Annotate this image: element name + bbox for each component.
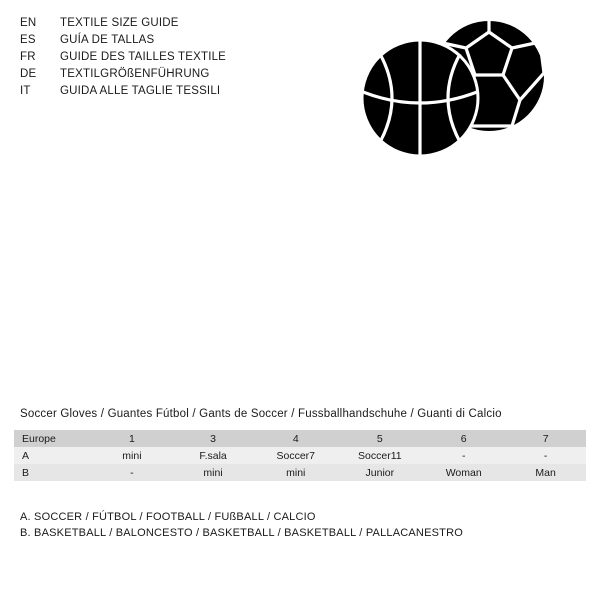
table-cell: -: [461, 449, 466, 462]
table-cell: Man: [535, 466, 556, 479]
language-code: IT: [20, 85, 31, 97]
table-title: Soccer Gloves / Guantes Fútbol / Gants de Soccer / Fussballhandschuhe / Guanti di Calcio: [20, 408, 502, 420]
language-title: GUIDE DES TAILLES TEXTILE: [60, 51, 227, 63]
table-cell: mini: [122, 449, 142, 462]
language-title: GUIDA ALLE TAGLIE TESSILI: [60, 85, 221, 97]
language-row-it: [20, 83, 320, 100]
language-code: DE: [20, 68, 37, 80]
table-cell: Soccer7: [276, 449, 316, 462]
language-code: FR: [20, 51, 36, 63]
balls-illustration: [352, 18, 562, 173]
table-cell: Soccer11: [358, 449, 402, 462]
table-cell: -: [130, 466, 134, 479]
row-label: B: [22, 466, 30, 479]
table-header-cell: 6: [460, 432, 467, 445]
table-cell: -: [543, 449, 548, 462]
basketball-icon: [362, 40, 478, 156]
table-row: [14, 464, 586, 481]
language-title: GUÍA DE TALLAS: [60, 34, 155, 46]
table-cell: Woman: [445, 466, 482, 479]
table-header-cell: 3: [210, 432, 216, 445]
language-code: EN: [20, 17, 37, 29]
table-row: [14, 447, 586, 464]
row-label: A: [22, 449, 30, 462]
table-cell: mini: [203, 466, 223, 479]
language-row-en: [20, 15, 320, 32]
footnote-b: B. BASKETBALL / BALONCESTO / BASKETBALL / BASKETBALL / PALLACANESTRO: [20, 527, 463, 539]
language-row-es: [20, 32, 320, 49]
size-table: [14, 430, 586, 481]
table-header-cell: 5: [376, 432, 383, 445]
table-cell: Junior: [365, 466, 395, 479]
language-title: TEXTILGRÖßENFÜHRUNG: [60, 68, 210, 80]
footnotes: [20, 509, 580, 541]
language-code: ES: [20, 34, 36, 46]
table-header-cell: 7: [542, 432, 549, 445]
table-header-cell: Europe: [22, 432, 56, 445]
table-cell: F.sala: [199, 449, 227, 462]
table-cell: mini: [286, 466, 306, 479]
language-row-de: [20, 66, 320, 83]
language-row-fr: [20, 49, 320, 66]
footnote-a: A. SOCCER / FÚTBOL / FOOTBALL / FUßBALL / CALCIO: [20, 511, 316, 523]
language-list: [20, 15, 320, 100]
table-header-row: [14, 430, 586, 447]
language-title: TEXTILE SIZE GUIDE: [60, 17, 179, 29]
table-header-cell: 4: [292, 432, 299, 445]
table-header-cell: 1: [128, 432, 135, 445]
